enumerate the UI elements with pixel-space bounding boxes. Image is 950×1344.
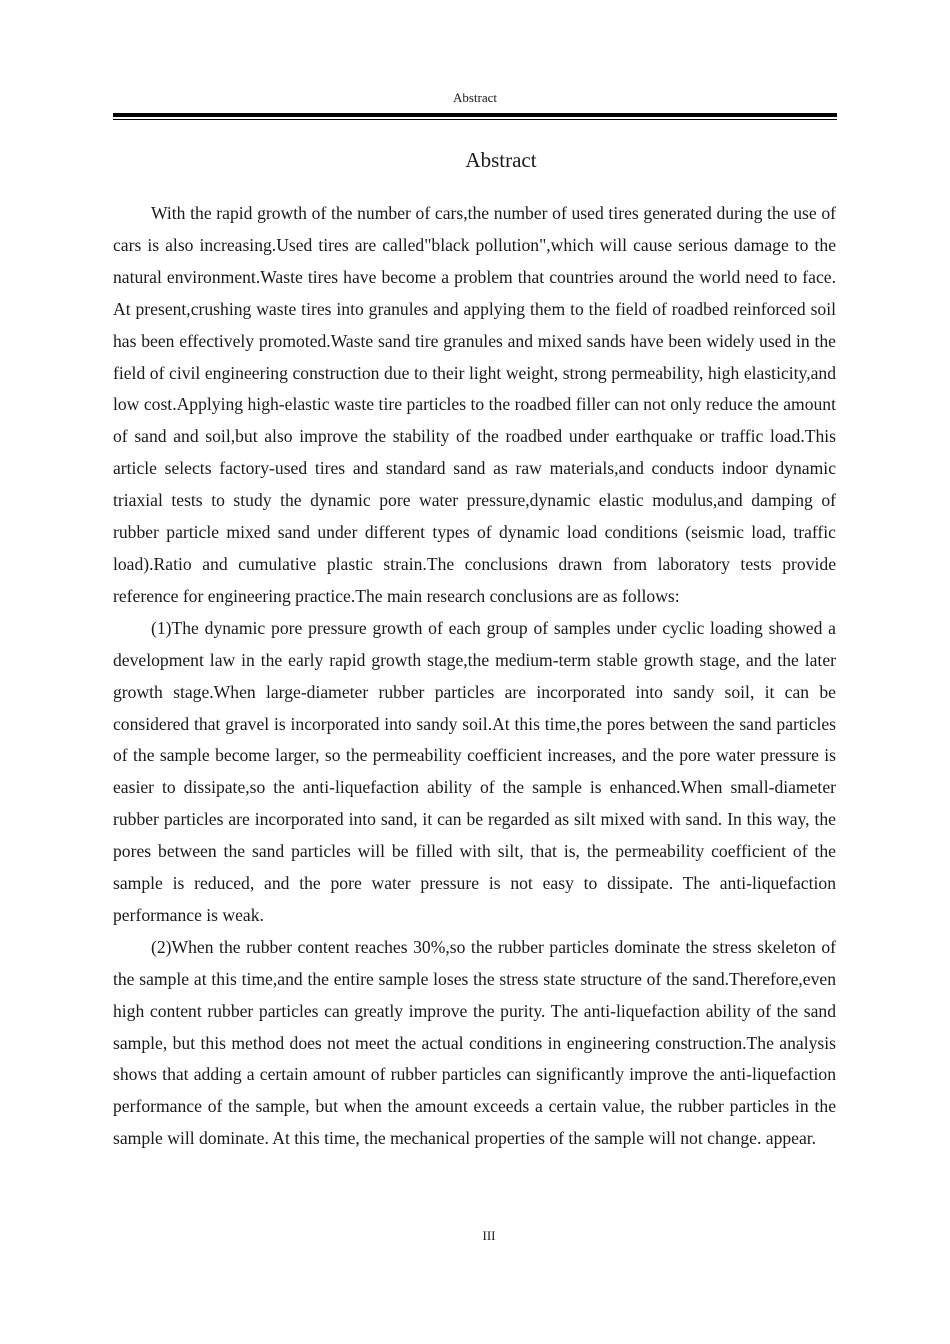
paragraph-conclusion-1: (1)The dynamic pore pressure growth of each group of samples under cyclic loading showed a development law in the early rapid growth stage,the medium-term stable growth stage, and the later growth stage.When large-diameter rubber particles are incorporated into sandy soil, it can be considered that gravel is incorporated into sandy soil.At this time,the pores between the sand particles of the sample become larger, so the permeability coefficient increases, and the pore water pressure is easier to dissipate,so the anti-liquefaction ability of the sample is enhanced.When small-diameter rubber particles are incorporated into sand, it can be regarded as silt mixed with sand. In this way, the pores between the sand particles will be filled with silt, that is, the permeability coefficient of the sample is reduced, and the pore water pressure is not easy to dissipate. The anti-liquefaction performance is weak. xyxy=(113,617,836,925)
page-number: III xyxy=(482,1228,496,1243)
header-rule-thick xyxy=(113,113,837,117)
running-header: Abstract xyxy=(452,90,498,105)
header-rule-thin xyxy=(113,119,837,120)
paragraph-intro: With the rapid growth of the number of cars,the number of used tires generated during the use of cars is also increasing.Used tires are called"black pollution",which will cause serious damage to the natural environment.Waste tires have become a problem that countries around the world need to face. At present,crushing waste tires into granules and applying them to the field of roadbed reinforced soil has been effectively promoted.Waste sand tire granules and mixed sands have been widely used in the field of civil engineering construction due to their light weight, strong permeability, high elasticity,and low cost.Applying high-elastic waste tire particles to the roadbed filler can not only reduce the amount of sand and soil,but also improve the stability of the roadbed under earthquake or traffic load.This article selects factory-used tires and standard sand as raw materials,and conducts indoor dynamic triaxial tests to study the dynamic pore water pressure,dynamic elastic modulus,and damping of rubber particle mixed sand under different types of dynamic load conditions (seismic load, traffic load).Ratio and cumulative plastic strain.The conclusions drawn from laboratory tests provide reference for engineering practice.The main research conclusions are as follows: xyxy=(113,203,836,606)
section-title: Abstract xyxy=(465,148,537,172)
abstract-body xyxy=(113,198,836,1155)
paragraph-conclusion-2: (2)When the rubber content reaches 30%,so the rubber particles dominate the stress skeleton of the sample at this time,and the entire sample loses the stress state structure of the sand.Therefore,even high content rubber particles can greatly improve the purity. The anti-liquefaction ability of the sand sample, but this method does not meet the actual conditions in engineering construction.The analysis shows that adding a certain amount of rubber particles can significantly improve the anti-liquefaction performance of the sample, but when the amount exceeds a certain value, the rubber particles in the sample will dominate. At this time, the mechanical properties of the sample will not change. appear. xyxy=(113,936,836,1149)
